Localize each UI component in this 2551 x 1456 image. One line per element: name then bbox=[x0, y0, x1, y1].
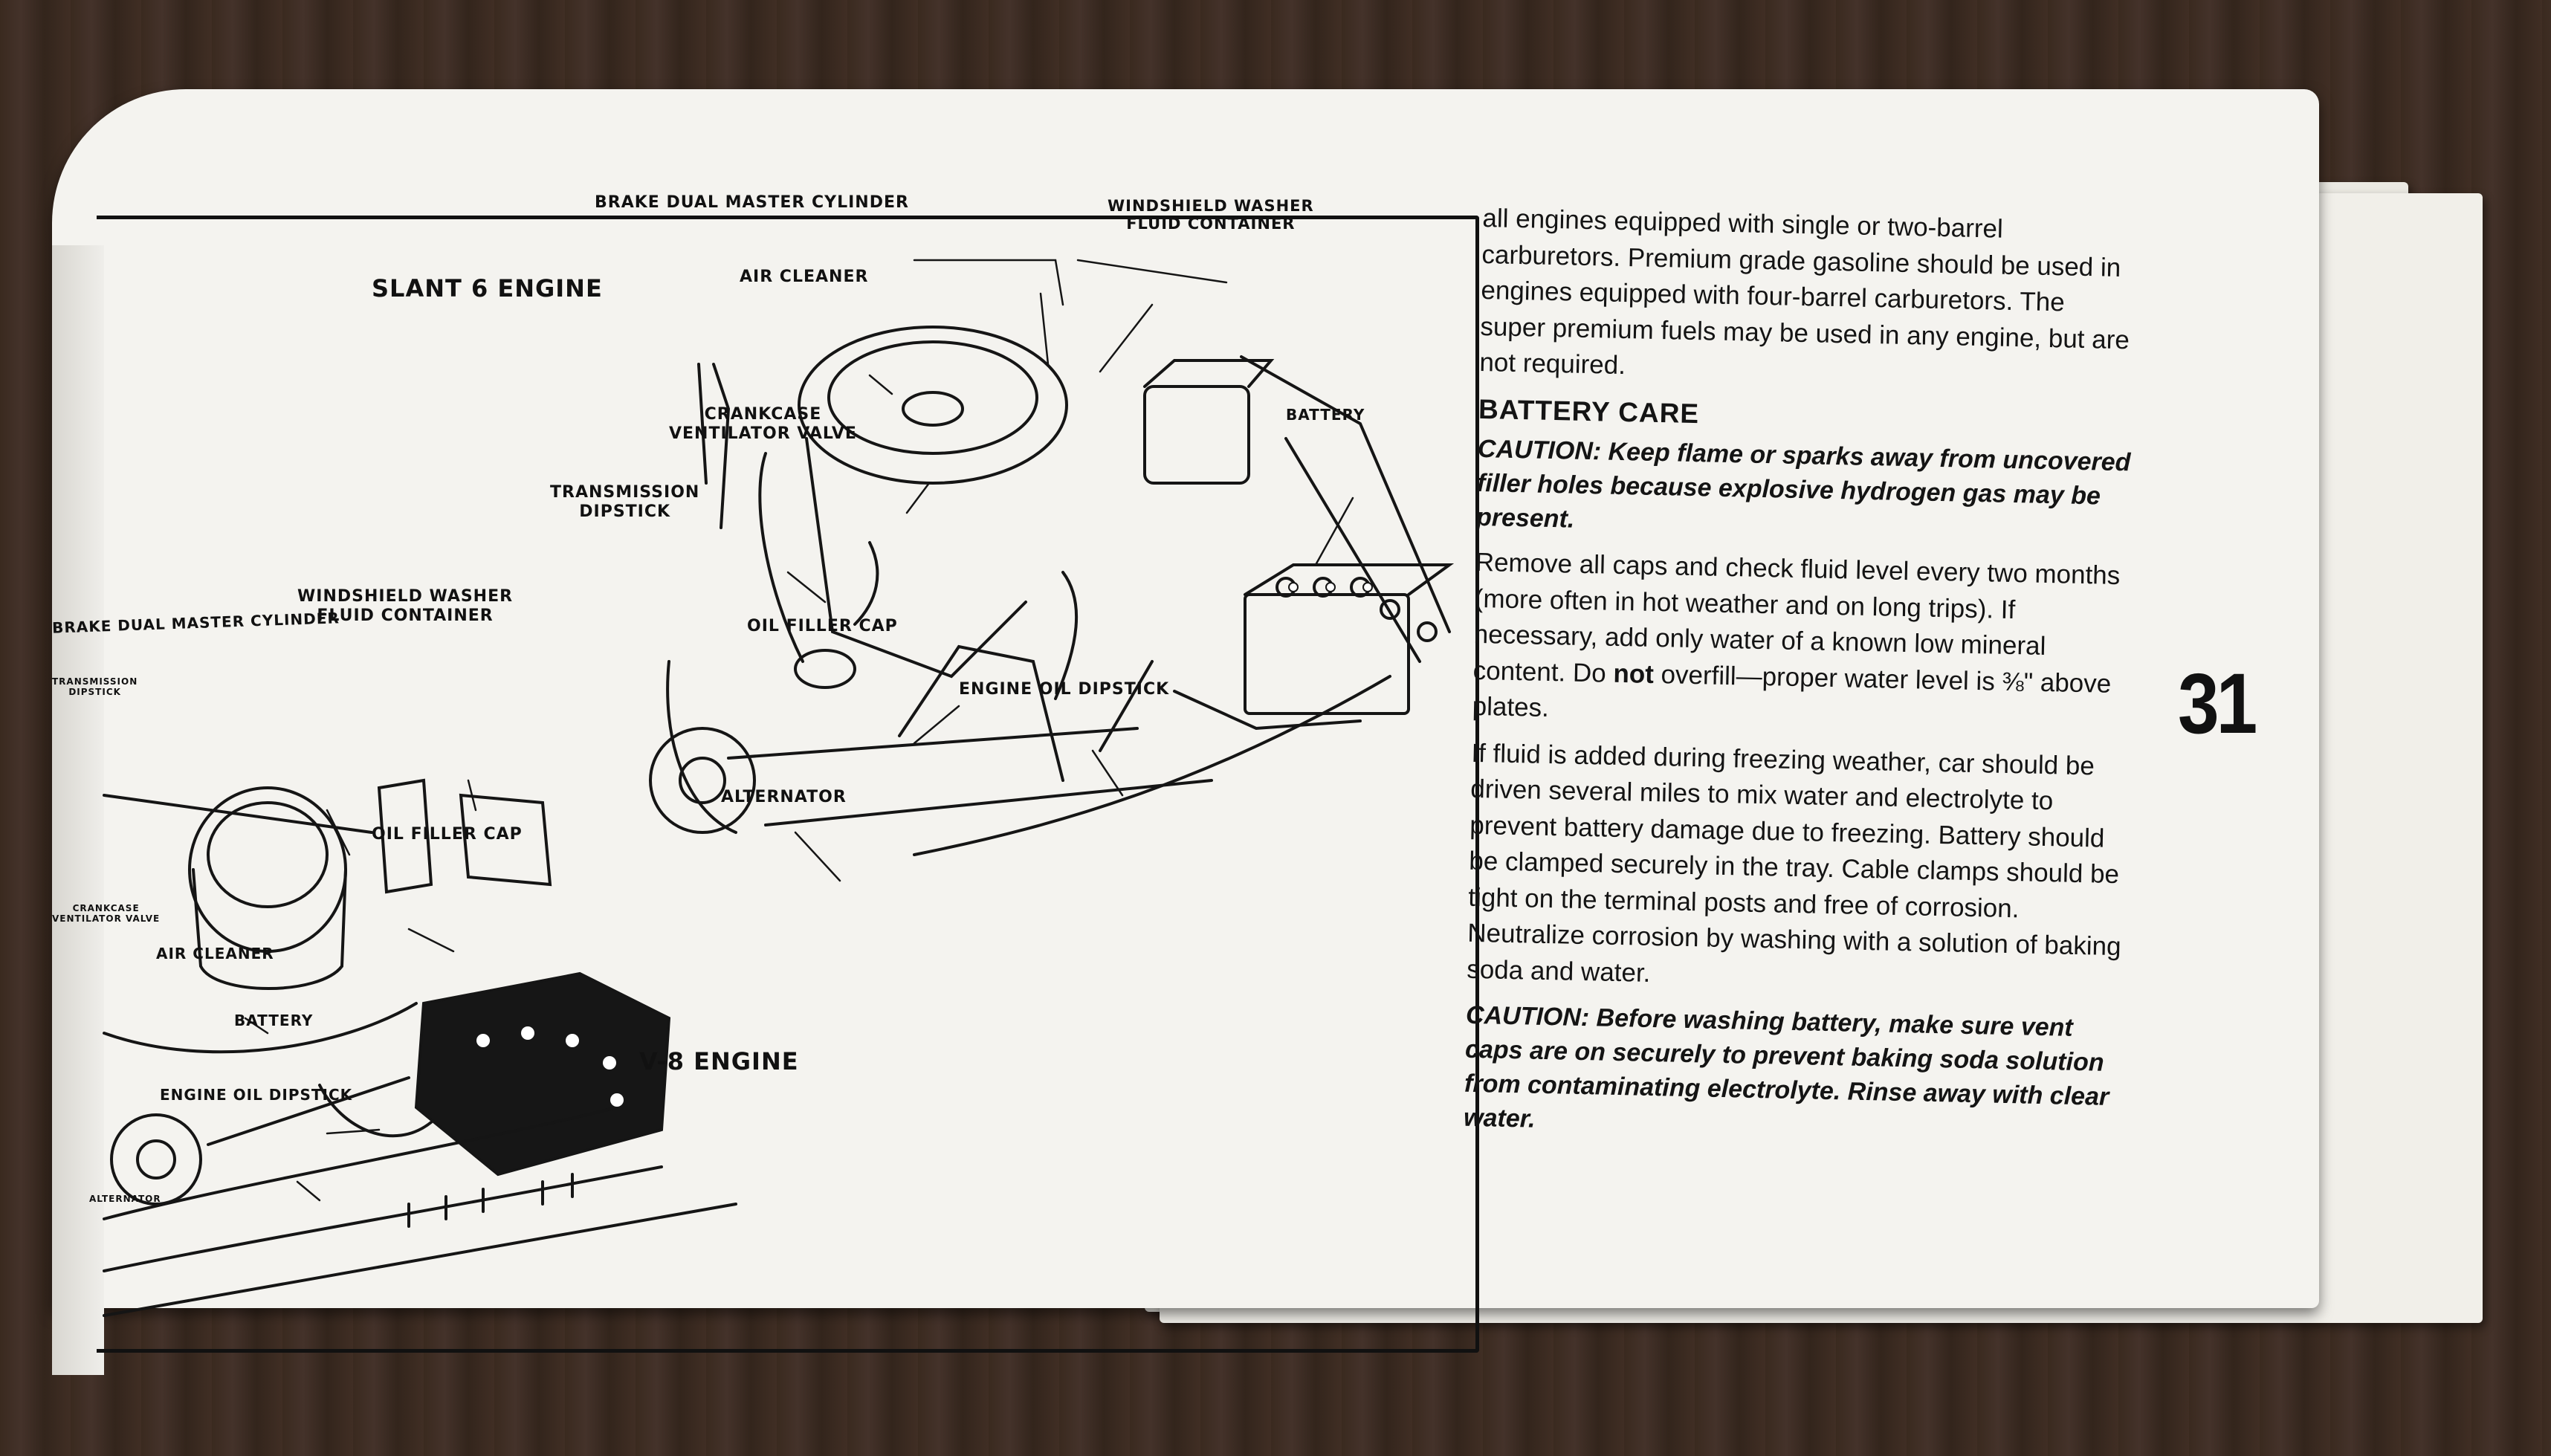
slant6-label-battery: BATTERY bbox=[1286, 406, 1365, 424]
v8-label-washer: WINDSHIELD WASHER FLUID CONTAINER bbox=[297, 587, 514, 625]
v8-label-air-cleaner: AIR CLEANER bbox=[156, 945, 274, 962]
v8-title: V-8 ENGINE bbox=[639, 1047, 799, 1075]
slant6-label-transmission: TRANSMISSION DIPSTICK bbox=[550, 483, 700, 521]
slant6-label-washer: WINDSHIELD WASHER FLUID CONTAINER bbox=[1108, 197, 1314, 233]
slant6-label-air-cleaner: AIR CLEANER bbox=[740, 268, 869, 286]
intro-paragraph: all engines equipped with single or two-barrel carburetors. Premium grade gasoline should be used in engines equipped with four-barrel carburetors. The super premium fuels may be used in any engine, but are not required. bbox=[1479, 203, 2130, 381]
slant6-label-alternator: ALTERNATOR bbox=[721, 788, 847, 806]
v8-label-crankcase: CRANKCASE VENTILATOR VALVE bbox=[52, 903, 161, 924]
slant6-label-crankcase: CRANKCASE VENTILATOR VALVE bbox=[669, 405, 857, 443]
slant6-label-engine-oil: ENGINE OIL DIPSTICK bbox=[959, 680, 1170, 699]
slant6-label-brake: BRAKE DUAL MASTER CYLINDER bbox=[595, 193, 909, 212]
battery-care-heading: BATTERY CARE bbox=[1478, 393, 1700, 429]
freezing-paragraph: If fluid is added during freezing weather, car should be driven several miles to mix water and electrolyte to prevent battery damage due to freezing. Battery should be clamped securely in the tray. Cable clamps should be tight on the terminal posts and free of corrosion. Neutralize corrosion by washing with a solution of baking soda and water. bbox=[1466, 738, 2121, 988]
v8-label-oil-filler: OIL FILLER CAP bbox=[372, 825, 523, 844]
figure-frame bbox=[97, 216, 1479, 1353]
slant6-label-oil-filler: OIL FILLER CAP bbox=[747, 617, 898, 635]
v8-label-brake: BRAKE DUAL MASTER CYLINDER bbox=[51, 609, 340, 637]
v8-label-battery: BATTERY bbox=[234, 1012, 314, 1029]
v8-label-engine-oil: ENGINE OIL DIPSTICK bbox=[160, 1086, 353, 1104]
v8-label-transmission: TRANSMISSION DIPSTICK bbox=[52, 676, 138, 697]
caution-washing: CAUTION: Before washing battery, make sure vent caps are on securely to prevent baking soda solution from contaminating electrolyte. Rinse away with clear water. bbox=[1463, 1000, 2109, 1133]
fluid-level-paragraph: Remove all caps and check fluid level every two months (more often in hot weather and on long trips). If necessary, add only water of a known low mineral content. Do not overfill—proper water level is ⅜" above plates. bbox=[1472, 547, 2121, 723]
slant6-title: SLANT 6 ENGINE bbox=[372, 274, 603, 302]
page-number: 31 bbox=[2178, 656, 2255, 752]
v8-label-alternator: ALTERNATOR bbox=[89, 1194, 161, 1204]
caution-sparks: CAUTION: Keep flame or sparks away from uncovered filler holes because explosive hydrogen gas may be present. bbox=[1475, 434, 2131, 534]
battery-care-text-column bbox=[1463, 201, 2136, 1159]
